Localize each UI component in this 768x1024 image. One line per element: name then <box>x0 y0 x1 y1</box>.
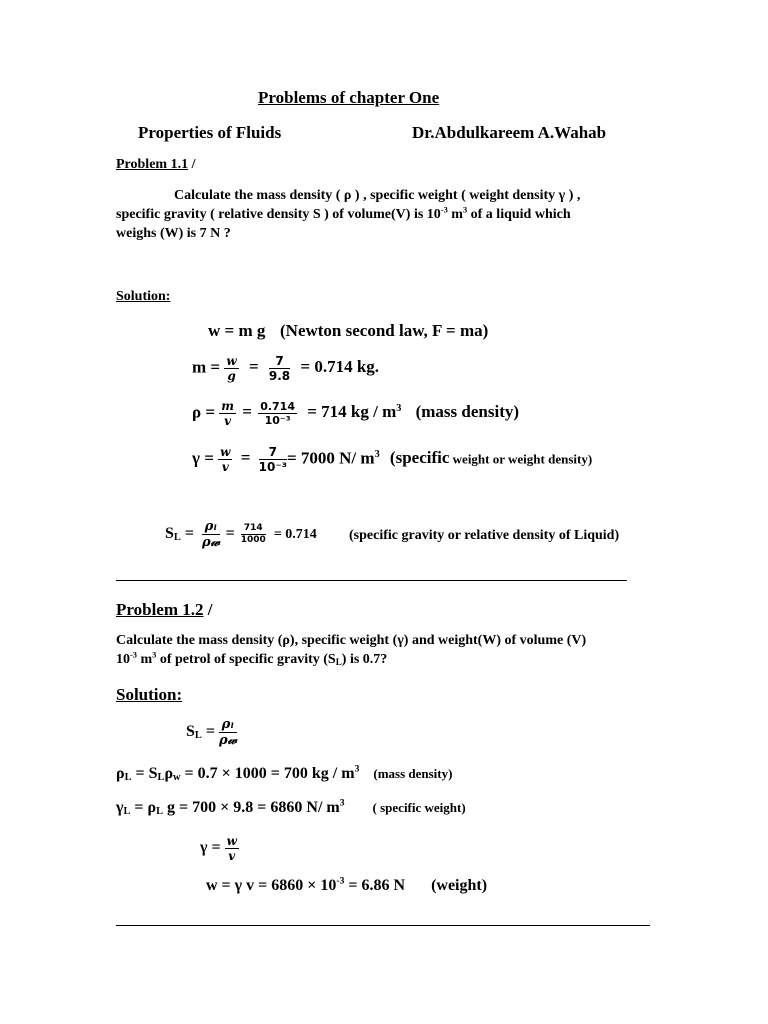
subscript: L <box>156 806 164 817</box>
equation-text: = ρ <box>130 799 157 816</box>
equals-sign: = <box>201 723 215 741</box>
p1-equation-mass <box>192 355 379 382</box>
exponent: 3 <box>396 402 402 414</box>
exponent: 3 <box>152 650 157 660</box>
problem-1-statement-line3: weighs (W) is 7 N ? <box>116 226 231 241</box>
equals-sign: = <box>248 357 259 377</box>
problem-1-slash: / <box>188 157 196 172</box>
problem-1-label: Problem 1.1 <box>116 157 189 172</box>
statement-text: of petrol of specific gravity (S <box>156 652 336 667</box>
denominator: ρ𝓌 <box>201 535 220 550</box>
equation-lhs: S <box>165 525 174 543</box>
equation-lhs: S <box>186 723 195 741</box>
exponent: 3 <box>462 205 468 215</box>
equation-text: g = 700 × 9.8 = 6860 N/ m <box>163 799 340 816</box>
p2-equation-specific-weight <box>116 799 466 817</box>
problem-2-label: Problem 1.2 <box>116 600 204 619</box>
fraction-rho-l-over-rho-w <box>219 718 237 747</box>
exponent: -3 <box>336 875 345 887</box>
subscript: w <box>173 772 181 783</box>
p1-equation-specific-weight <box>192 446 592 473</box>
fraction-w-over-g <box>224 355 238 382</box>
equals-sign: = <box>225 525 235 543</box>
statement-text: m <box>136 652 153 667</box>
exponent: -3 <box>440 205 448 215</box>
p2-equation-density <box>116 765 452 783</box>
equation-lhs: ρ = <box>192 402 216 422</box>
equation-note: (mass density) <box>373 766 453 781</box>
p1-equation-newton <box>208 321 265 341</box>
equation-lhs: γ = <box>200 839 221 857</box>
equation-lhs: m = <box>192 357 221 377</box>
p2-equation-specific-gravity <box>186 718 237 747</box>
equals-sign: = <box>180 525 194 543</box>
denominator: v <box>221 460 229 474</box>
equals-sign: = <box>242 402 252 422</box>
denominator: ρ𝓌 <box>218 733 237 748</box>
equation-text: ρ <box>116 765 125 782</box>
fraction-7-over-10e-3 <box>259 446 287 473</box>
numerator: 714 <box>241 524 266 535</box>
section-divider <box>116 580 627 581</box>
fraction-7-over-9.8 <box>269 355 290 382</box>
equation-result: = 714 kg / m <box>307 402 397 422</box>
fraction-w-over-v <box>218 446 232 473</box>
exponent: -3 <box>130 650 137 660</box>
numerator: w <box>226 834 237 848</box>
subscript: L <box>157 772 165 783</box>
equation-note: (mass density) <box>415 402 520 422</box>
numerator: w <box>220 445 231 459</box>
subscript: L <box>173 532 181 544</box>
fraction-0.714-over-10e-3 <box>258 401 297 426</box>
numerator: m <box>221 399 234 413</box>
equation-note: (specific <box>389 448 450 468</box>
equation-result: = 0.714 kg. <box>300 357 380 377</box>
equation-result: = 7000 N/ m <box>286 448 375 468</box>
statement-text: m <box>447 207 463 222</box>
denominator: 1000 <box>240 535 266 545</box>
subject-heading: Properties of Fluids <box>138 123 282 142</box>
problem-1-heading <box>116 157 195 173</box>
fraction-rho-l-over-rho-w <box>202 520 220 549</box>
statement-text: specific gravity ( relative density S ) of volume(V) is 10 <box>116 207 441 222</box>
denominator: 9.8 <box>268 369 291 383</box>
problem-2-heading <box>116 600 213 620</box>
equation-text: γ <box>116 799 124 816</box>
numerator: w <box>226 354 237 368</box>
numerator: 0.714 <box>260 400 295 413</box>
equation-result: = 0.714 <box>273 527 317 543</box>
equation-text: w = γ v = 6860 × 10 <box>206 877 337 894</box>
problem-1-statement-line1: Calculate the mass density ( ρ ) , specific weight ( weight density γ ) , <box>174 188 581 203</box>
problem-1-statement-line2 <box>116 207 571 223</box>
equation-text: = 0.7 × 1000 = 700 kg / m <box>180 765 355 782</box>
p1-equation-specific-gravity <box>165 520 317 549</box>
denominator: v <box>228 849 236 863</box>
section-divider <box>116 925 650 926</box>
exponent: 3 <box>354 763 360 775</box>
subscript: L <box>123 806 131 817</box>
page-title: Problems of chapter One <box>258 88 440 107</box>
subscript: L <box>335 657 342 667</box>
equation-text: = S <box>131 765 158 782</box>
p2-equation-weight <box>206 877 487 895</box>
problem-2-solution-label: Solution: <box>116 685 183 704</box>
exponent: 3 <box>339 797 345 809</box>
problem-2-statement-line2 <box>116 652 387 668</box>
p1-equation-newton-note: (Newton second law, F = ma) <box>280 321 489 340</box>
denominator: 10⁻³ <box>258 460 287 474</box>
statement-text: ) is 0.7? <box>341 652 388 667</box>
fraction-714-over-1000 <box>241 524 266 545</box>
author-heading: Dr.Abdulkareem A.Wahab <box>412 123 607 142</box>
statement-text: 10 <box>116 652 130 667</box>
numerator: 7 <box>269 355 290 369</box>
exponent: 3 <box>374 448 380 460</box>
subscript: L <box>124 772 132 783</box>
equation-note: ( specific weight) <box>372 800 466 815</box>
fraction-m-over-v <box>219 400 236 427</box>
problem-1-solution-label: Solution: <box>116 289 171 304</box>
p2-equation-gamma <box>200 835 239 862</box>
problem-2-statement-line1: Calculate the mass density (ρ), specific weight (γ) and weight(W) of volume (V) <box>116 633 587 648</box>
equation-text: = 6.86 N <box>344 877 406 894</box>
equation-note: weight or weight density) <box>449 451 593 467</box>
numerator: ρₗ <box>219 718 237 733</box>
fraction-w-over-v <box>225 835 239 862</box>
equation-note: (weight) <box>431 877 488 894</box>
problem-2-slash: / <box>203 600 213 619</box>
equation-text: ρ <box>164 765 174 782</box>
p1-equation-density <box>192 400 519 427</box>
denominator: g <box>227 369 236 383</box>
numerator: 7 <box>259 446 287 460</box>
denominator: v <box>224 414 232 428</box>
statement-text: of a liquid which <box>467 207 571 222</box>
equation-lhs: w = m g <box>208 321 266 340</box>
numerator: ρₗ <box>202 520 220 535</box>
denominator: 10⁻³ <box>264 414 291 427</box>
p1-specific-gravity-note: (specific gravity or relative density of Liquid) <box>349 528 620 543</box>
subscript: L <box>194 730 202 742</box>
equation-lhs: γ = <box>192 448 214 468</box>
equals-sign: = <box>240 448 251 468</box>
